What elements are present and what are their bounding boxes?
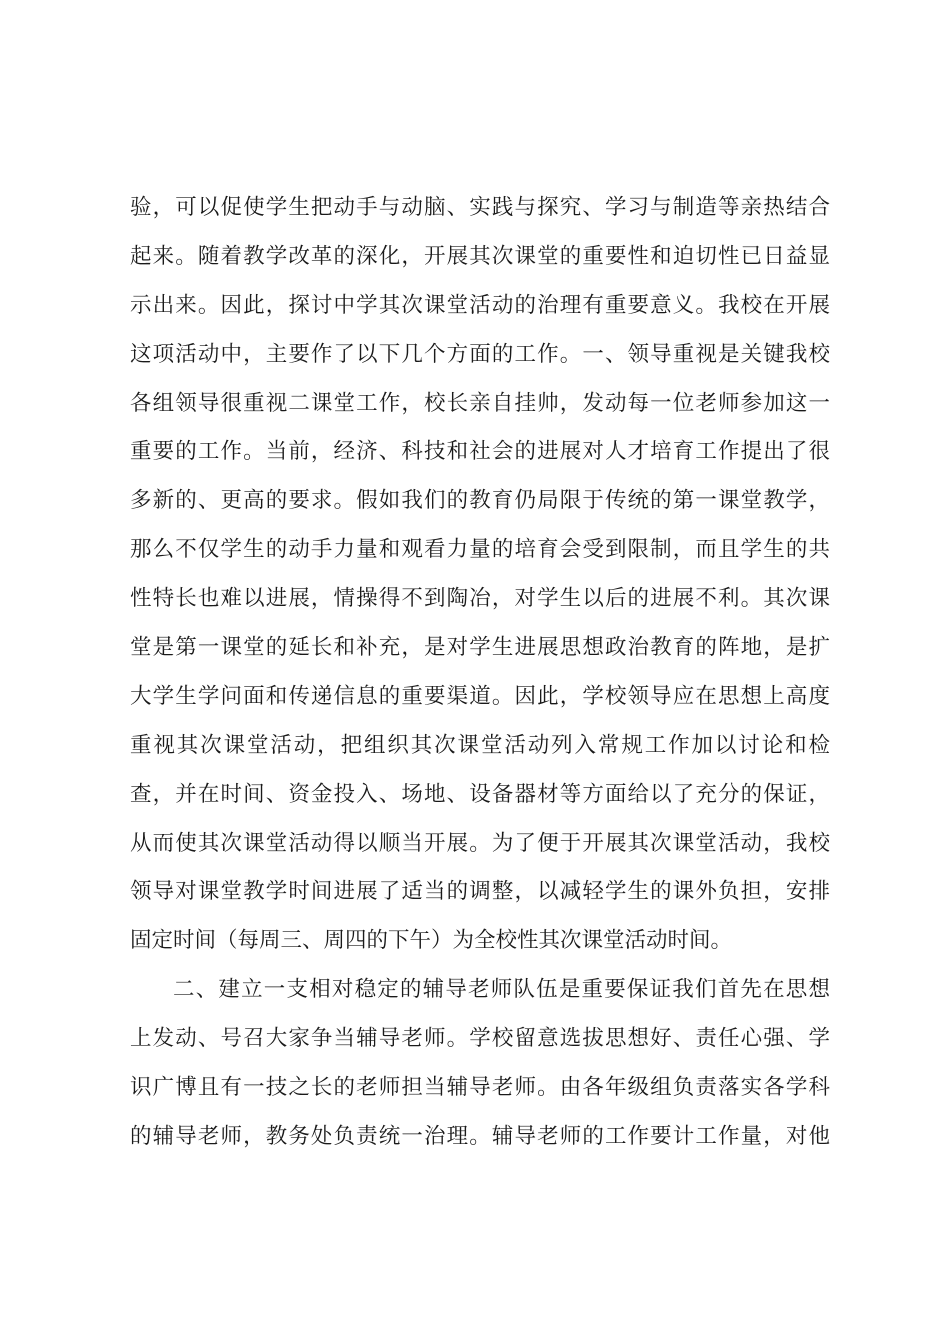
text-line: 固定时间（每周三、周四的下午）为全校性其次课堂活动时间。 [130, 928, 733, 954]
text-line: 从而使其次课堂活动得以顺当开展。为了便于开展其次课堂活动，我校 [130, 830, 830, 856]
text-line: 的辅导老师，教务处负责统一治理。辅导老师的工作要计工作量，对他 [130, 1123, 830, 1149]
text-line: 大学生学问面和传递信息的重要渠道。因此，学校领导应在思想上高度 [130, 683, 830, 709]
text-line: 那么不仅学生的动手力量和观看力量的培育会受到限制，而且学生的共 [130, 537, 830, 563]
text-line: 重要的工作。当前，经济、科技和社会的进展对人才培育工作提出了很 [130, 439, 830, 465]
text-line: 查，并在时间、资金投入、场地、设备器材等方面给以了充分的保证， [130, 781, 830, 807]
text-line: 识广博且有一技之长的老师担当辅导老师。由各年级组负责落实各学科 [130, 1075, 830, 1101]
body-text [130, 184, 830, 1162]
text-line: 起来。随着教学改革的深化，开展其次课堂的重要性和迫切性已日益显 [130, 243, 830, 269]
text-line: 验，可以促使学生把动手与动脑、实践与探究、学习与制造等亲热结合 [130, 195, 830, 220]
text-line: 重视其次课堂活动，把组织其次课堂活动列入常规工作加以讨论和检 [130, 732, 830, 758]
text-line: 二、建立一支相对稳定的辅导老师队伍是重要保证我们首先在思想 [173, 977, 830, 1003]
text-line: 这项活动中，主要作了以下几个方面的工作。一、领导重视是关键我校 [130, 341, 830, 367]
text-line: 性特长也难以进展，情操得不到陶冶，对学生以后的进展不利。其次课 [130, 586, 830, 612]
text-line: 上发动、号召大家争当辅导老师。学校留意选拔思想好、责任心强、学 [130, 1026, 830, 1052]
text-line: 各组领导很重视二课堂工作，校长亲自挂帅，发动每一位老师参加这一 [130, 390, 830, 416]
text-line: 多新的、更高的要求。假如我们的教育仍局限于传统的第一课堂教学， [130, 488, 830, 514]
text-line: 堂是第一课堂的延长和补充，是对学生进展思想政治教育的阵地，是扩 [130, 635, 830, 661]
text-line: 领导对课堂教学时间进展了适当的调整，以减轻学生的课外负担，安排 [130, 879, 830, 905]
text-line: 示出来。因此，探讨中学其次课堂活动的治理有重要意义。我校在开展 [130, 292, 830, 318]
